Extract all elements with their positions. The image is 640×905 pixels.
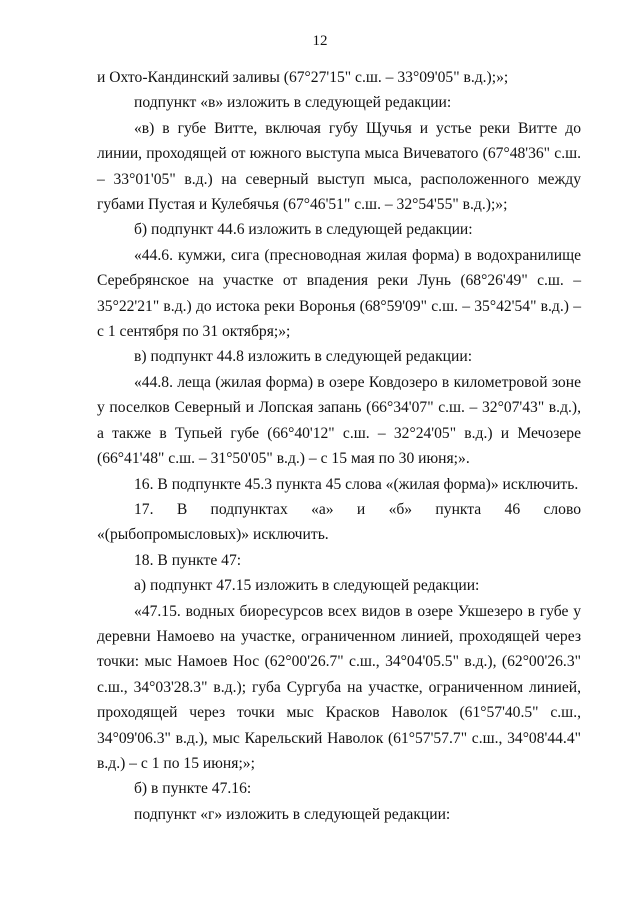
paragraph-subitem-g-heading: подпункт «г» изложить в следующей редакции: bbox=[134, 805, 451, 823]
paragraph-47-16-heading: б) в пункте 47.16: bbox=[134, 780, 252, 798]
paragraph-continuation: и Охто-Кандинский заливы (67°27'15" с.ш. – 33°09'05" в.д.);»; bbox=[97, 69, 509, 86]
paragraph-44-6-heading: б) подпункт 44.6 изложить в следующей редакции: bbox=[134, 221, 473, 239]
paragraph-item-17: 17. В подпунктах «а» и «б» пункта 46 слово «(рыбопромысловых)» исключить. bbox=[97, 500, 581, 544]
paragraph-44-6-text: «44.6. кумжи, сига (пресноводная жилая форма) в водохранилище Серебрянское на участке от впадения реки Лунь (68°26'49" с.ш. – 35°22'21" в.д.) до истока реки Воронья (68°59'09" с.ш. – 35°42'54" в.д.) – с 1 сентября по 31 октября;»; bbox=[97, 246, 581, 341]
paragraph-item-16: 16. В подпункте 45.3 пункта 45 слова «(жилая форма)» исключить. bbox=[134, 475, 579, 493]
paragraph-44-8-text: «44.8. леща (жилая форма) в озере Ковдозеро в километровой зоне у поселков Северный и Лопская запань (66°34'07" с.ш. – 32°07'43" в.д.), а также в Тупьей губе (66°40'12" с.ш. – 32°24'05" в.д.) и Мечозере (66°41'48" с.ш. – 31°50'05" в.д.) – с 15 мая по 30 июня;». bbox=[97, 373, 581, 468]
paragraph-subitem-v-heading: подпункт «в» изложить в следующей редакции: bbox=[134, 94, 452, 112]
paragraph-item-18: 18. В пункте 47: bbox=[134, 551, 242, 569]
paragraph-47-15-heading: а) подпункт 47.15 изложить в следующей редакции: bbox=[134, 577, 480, 595]
page-number: 12 bbox=[312, 33, 328, 49]
paragraph-47-15-text: «47.15. водных биоресурсов всех видов в озере Укшезеро в губе у деревни Намоево на участке, ограниченном линией, проходящей через точки: мыс Намоев Нос (62°00'26.7" с.ш., 34°04'05.5" в.д.), (62°00'26.3" с.ш., 34°03'28.3" в.д.); губа Сургуба на участке, ограниченном линией, проходящей через точки мыс Красков Наволок (61°57'40.5" с.ш., 34°09'06.3" в.д.), мыс Карельский Наволок (61°57'57.7" с.ш., 34°08'44.4" в.д.) – с 1 по 15 июня;»; bbox=[97, 602, 581, 772]
paragraph-subitem-v-text: «в) в губе Витте, включая губу Щучья и устье реки Витте до линии, проходящей от южного выступа мыса Вичеватого (67°48'36" с.ш. – 33°01'05" в.д.) на северный выступ мыса, расположенного между губами Пустая и Кулебячья (67°46'51" с.ш. – 32°54'55" в.д.);»; bbox=[97, 119, 581, 214]
paragraph-44-8-heading: в) подпункт 44.8 изложить в следующей редакции: bbox=[134, 348, 473, 366]
document-body bbox=[97, 65, 581, 827]
